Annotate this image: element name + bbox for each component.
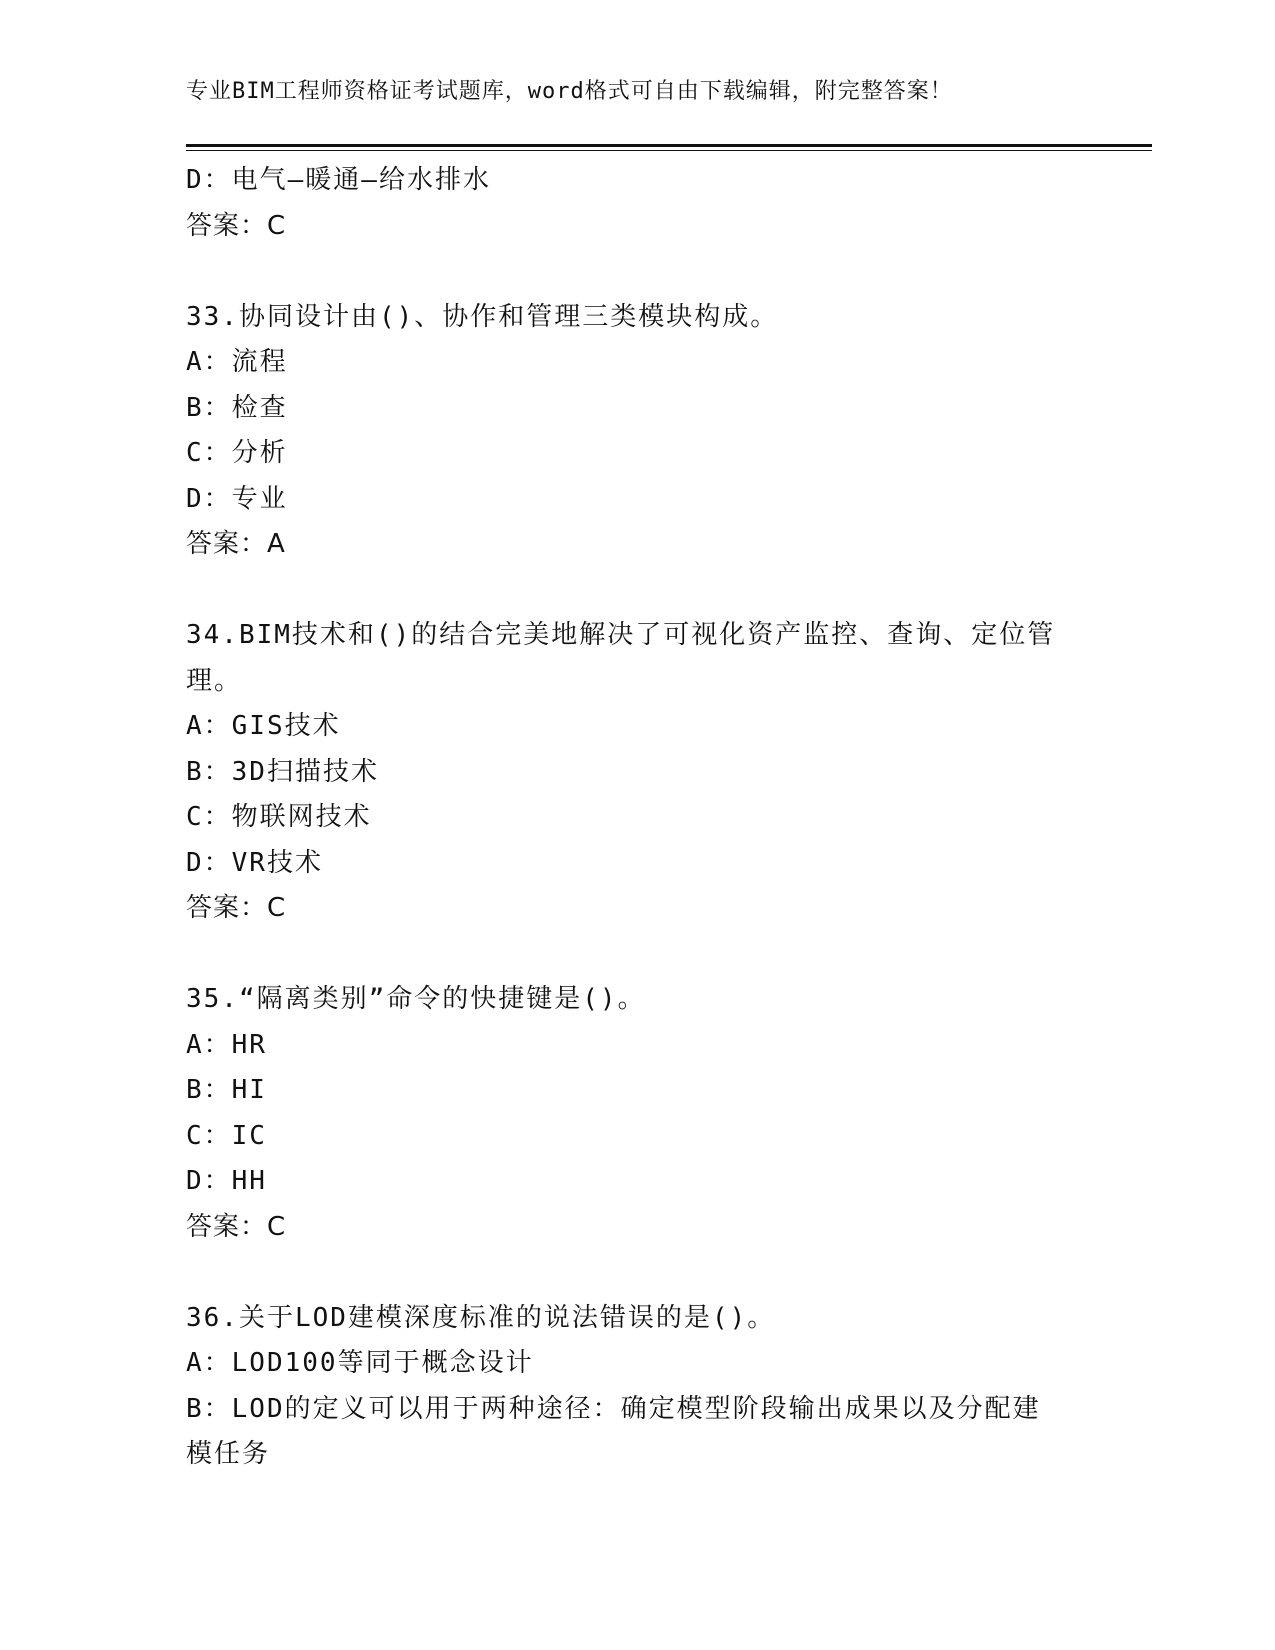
q36-option-b-continued: 模任务	[186, 1439, 271, 1469]
q34-option-c: C：物联网技术	[186, 802, 372, 832]
question-35: 35.“隔离类别”命令的快捷键是()。	[186, 984, 646, 1014]
q35-option-c: C：IC	[186, 1120, 267, 1151]
page-header: 专业BIM工程师资格证考试题库，word格式可自由下载编辑，附完整答案！	[186, 79, 953, 104]
q35-option-a: A：HR	[186, 1029, 267, 1060]
q36-option-a: A：LOD100等同于概念设计	[186, 1348, 534, 1378]
q34-option-b: B：3D扫描技术	[186, 756, 379, 787]
question-34-continued: 理。	[186, 665, 243, 696]
q34-answer: 答案：C	[186, 893, 287, 923]
header-divider-thick	[186, 144, 1152, 147]
question-34: 34.BIM技术和()的结合完美地解决了可视化资产监控、查询、定位管	[186, 620, 1056, 650]
answer: 答案：C	[186, 210, 287, 241]
q36-option-b: B：LOD的定义可以用于两种途径：确定模型阶段输出成果以及分配建	[186, 1393, 1041, 1424]
q33-option-d: D：专业	[186, 483, 288, 514]
q35-option-b: B：HI	[186, 1075, 267, 1105]
q33-answer: 答案：A	[186, 529, 286, 559]
header-divider-thin	[186, 150, 1152, 151]
document-body	[186, 158, 1066, 1478]
q33-option-c: C：分析	[186, 438, 288, 468]
option-d: D：电气—暖通—给水排水	[186, 165, 491, 195]
q33-option-b: B：检查	[186, 392, 288, 423]
q34-option-a: A：GIS技术	[186, 711, 341, 741]
q35-option-d: D：HH	[186, 1166, 267, 1196]
question-36: 36.关于LOD建模深度标准的说法错误的是()。	[186, 1302, 776, 1333]
question-33: 33.协同设计由()、协作和管理三类模块构成。	[186, 301, 779, 332]
q34-option-d: D：VR技术	[186, 847, 323, 878]
q33-option-a: A：流程	[186, 347, 288, 377]
q35-answer: 答案：C	[186, 1211, 287, 1242]
